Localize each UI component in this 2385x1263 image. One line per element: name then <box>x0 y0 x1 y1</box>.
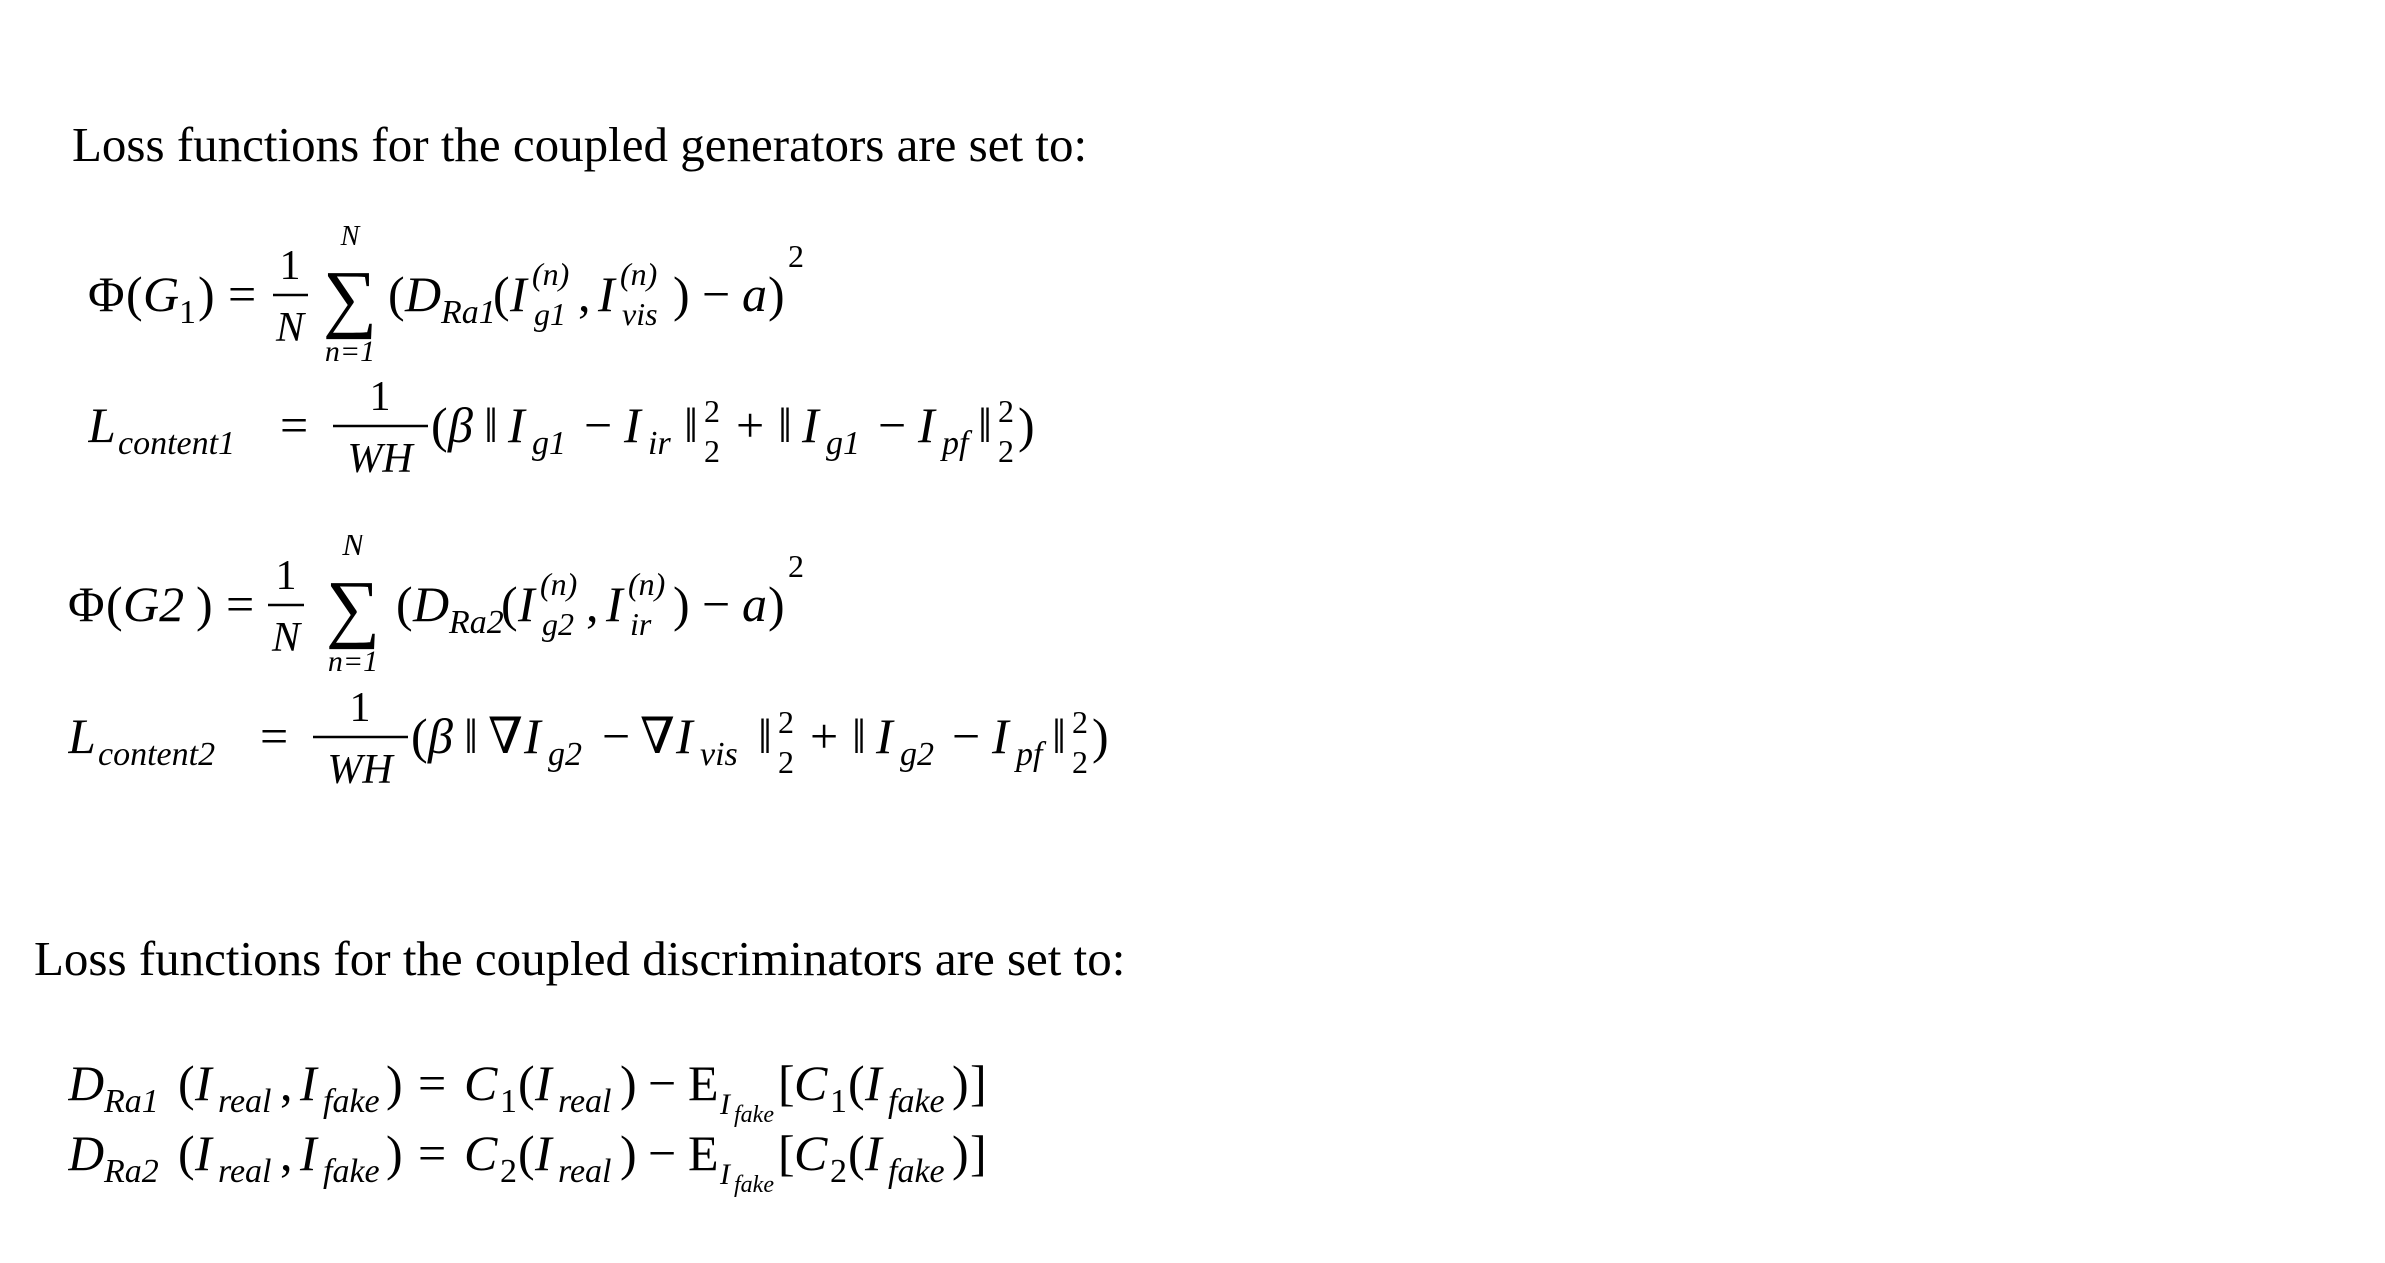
svg-text:(: ( <box>431 397 448 453</box>
svg-text:2: 2 <box>1072 704 1088 740</box>
svg-text:=: = <box>260 708 289 764</box>
svg-text:1: 1 <box>500 1083 517 1120</box>
sum-symbol: ∑ <box>322 256 378 340</box>
svg-text:n=1: n=1 <box>324 335 376 368</box>
svg-text:=: = <box>280 397 309 453</box>
svg-text:1: 1 <box>275 553 297 599</box>
equation-d-ra2 <box>68 1120 1098 1200</box>
svg-text:): ) <box>768 576 785 632</box>
svg-text:I: I <box>865 1125 882 1181</box>
svg-text:Φ: Φ <box>68 576 105 632</box>
svg-text:‖: ‖ <box>978 397 993 453</box>
svg-text:I: I <box>918 397 935 453</box>
svg-text:(: ( <box>848 1125 865 1181</box>
svg-text:N: N <box>275 305 305 351</box>
svg-text:(: ( <box>106 576 123 632</box>
equation-phi-g2-svg <box>68 535 888 685</box>
svg-text:L: L <box>68 708 96 764</box>
svg-text:a: a <box>742 576 767 632</box>
svg-text:,: , <box>586 576 599 632</box>
svg-text:): ) <box>673 576 690 632</box>
svg-text:I: I <box>598 266 615 322</box>
svg-text:2: 2 <box>778 704 794 740</box>
svg-text:vis: vis <box>622 296 658 332</box>
svg-text:−: − <box>878 397 907 453</box>
svg-text:2: 2 <box>998 433 1014 469</box>
svg-text:I: I <box>518 576 535 632</box>
svg-text:=: = <box>226 576 255 632</box>
svg-text:fake: fake <box>323 1153 380 1190</box>
svg-text:g1: g1 <box>534 296 566 332</box>
svg-text:content2: content2 <box>98 736 216 773</box>
svg-text:I: I <box>865 1055 882 1111</box>
svg-text:2: 2 <box>778 744 794 780</box>
svg-text:−: − <box>602 708 631 764</box>
equation-d-ra2-svg <box>68 1120 1098 1200</box>
svg-text:): ) <box>386 1125 403 1181</box>
svg-text:): ) <box>1092 708 1109 764</box>
svg-text:C: C <box>464 1055 498 1111</box>
svg-text:real: real <box>558 1083 612 1120</box>
svg-text:): ) <box>768 266 785 322</box>
svg-text:,: , <box>578 266 591 322</box>
svg-text:g2: g2 <box>900 736 934 773</box>
svg-text:Ra1: Ra1 <box>441 294 496 331</box>
svg-text:‖: ‖ <box>778 397 793 453</box>
svg-text:C: C <box>794 1055 828 1111</box>
svg-text:N: N <box>271 615 301 661</box>
svg-text:−: − <box>702 266 731 322</box>
svg-text:): ) <box>952 1055 969 1111</box>
svg-text:1: 1 <box>830 1083 847 1120</box>
svg-text:1: 1 <box>179 294 196 331</box>
svg-text:β: β <box>448 397 473 453</box>
svg-text:Ra2: Ra2 <box>104 1153 159 1190</box>
svg-text:I: I <box>720 1088 730 1121</box>
equation-l-content2 <box>68 683 1128 803</box>
svg-text:): ) <box>386 1055 403 1111</box>
svg-text:2: 2 <box>998 393 1014 429</box>
svg-text:D: D <box>68 1125 105 1181</box>
svg-text:D: D <box>405 266 442 322</box>
svg-text:‖: ‖ <box>1052 708 1067 764</box>
svg-text:β: β <box>428 708 453 764</box>
svg-text:g2: g2 <box>542 606 574 642</box>
svg-text:fake: fake <box>734 1102 774 1128</box>
svg-text:I: I <box>535 1125 552 1181</box>
svg-text:): ) <box>673 266 690 322</box>
generators-heading: Loss functions for the coupled generators are set to: <box>72 117 1088 172</box>
svg-text:1: 1 <box>349 685 371 731</box>
svg-text:2: 2 <box>1072 744 1088 780</box>
equation-l-content2-svg <box>68 683 1128 803</box>
svg-text:−: − <box>648 1055 677 1111</box>
svg-text:2: 2 <box>830 1153 847 1190</box>
svg-text:real: real <box>218 1083 272 1120</box>
svg-text:WH: WH <box>347 436 413 482</box>
svg-text:‖: ‖ <box>684 397 699 453</box>
svg-text:Ra2: Ra2 <box>449 604 504 641</box>
svg-text:‖: ‖ <box>852 708 867 764</box>
svg-text:(: ( <box>501 576 518 632</box>
svg-text:−: − <box>952 708 981 764</box>
svg-text:2: 2 <box>704 433 720 469</box>
svg-text:N: N <box>342 535 364 562</box>
svg-text:(: ( <box>848 1055 865 1111</box>
svg-text:L: L <box>88 397 116 453</box>
svg-text:+: + <box>736 397 765 453</box>
svg-text:Ra1: Ra1 <box>104 1083 159 1120</box>
svg-text:]: ] <box>970 1055 987 1111</box>
svg-text:pf: pf <box>1016 736 1043 773</box>
svg-text:2: 2 <box>704 393 720 429</box>
equation-l-content1-svg <box>88 372 1088 492</box>
svg-text:I: I <box>624 397 641 453</box>
svg-text:I: I <box>676 708 693 764</box>
svg-text:E: E <box>688 1055 719 1111</box>
svg-text:g1: g1 <box>826 425 860 462</box>
svg-text:fake: fake <box>734 1172 774 1198</box>
svg-text:I: I <box>508 397 525 453</box>
svg-text:(: ( <box>518 1055 535 1111</box>
svg-text:D: D <box>413 576 450 632</box>
svg-text:): ) <box>620 1125 637 1181</box>
svg-text:∇: ∇ <box>640 708 675 764</box>
svg-text:real: real <box>558 1153 612 1190</box>
svg-text:N: N <box>340 225 360 252</box>
svg-text:[: [ <box>778 1055 795 1111</box>
svg-text:]: ] <box>970 1125 987 1181</box>
svg-text:I: I <box>992 708 1009 764</box>
svg-text:C: C <box>464 1125 498 1181</box>
svg-text:1: 1 <box>279 243 301 289</box>
svg-text:,: , <box>280 1125 293 1181</box>
svg-text:(n): (n) <box>532 256 570 292</box>
svg-text:2: 2 <box>788 238 804 274</box>
svg-text:n=1: n=1 <box>327 645 379 678</box>
svg-text:): ) <box>620 1055 637 1111</box>
svg-text:‖: ‖ <box>758 708 773 764</box>
svg-text:fake: fake <box>323 1083 380 1120</box>
svg-text:‖: ‖ <box>484 397 499 453</box>
svg-text:(: ( <box>411 708 428 764</box>
svg-text:I: I <box>510 266 527 322</box>
svg-text:I: I <box>195 1125 212 1181</box>
svg-text:I: I <box>524 708 541 764</box>
svg-text:real: real <box>218 1153 272 1190</box>
svg-text:D: D <box>68 1055 105 1111</box>
svg-text:I: I <box>606 576 623 632</box>
svg-text:(: ( <box>178 1125 195 1181</box>
svg-text:(: ( <box>493 266 510 322</box>
svg-text:a: a <box>742 266 767 322</box>
svg-text:[: [ <box>778 1125 795 1181</box>
svg-text:(n): (n) <box>628 566 666 602</box>
svg-text:I: I <box>300 1055 317 1111</box>
svg-text:g2: g2 <box>548 736 582 773</box>
svg-text:I: I <box>720 1158 730 1191</box>
svg-text:=: = <box>228 266 257 322</box>
svg-text:−: − <box>648 1125 677 1181</box>
equation-d-ra1 <box>68 1050 1098 1130</box>
svg-text:2: 2 <box>788 548 804 584</box>
svg-text:I: I <box>802 397 819 453</box>
svg-text:E: E <box>688 1125 719 1181</box>
svg-text:fake: fake <box>888 1153 945 1190</box>
svg-text:(: ( <box>178 1055 195 1111</box>
svg-text:): ) <box>196 576 213 632</box>
svg-text:G: G <box>143 266 180 322</box>
svg-text:pf: pf <box>942 425 969 462</box>
equation-d-ra1-svg <box>68 1050 1098 1130</box>
svg-text:C: C <box>794 1125 828 1181</box>
svg-text:=: = <box>418 1055 447 1111</box>
discriminators-heading: Loss functions for the coupled discriminators are set to: <box>34 931 1126 986</box>
svg-text:(: ( <box>388 266 405 322</box>
phi-symbol: Φ <box>88 266 125 322</box>
svg-text:=: = <box>418 1125 447 1181</box>
svg-text:ir: ir <box>630 606 652 642</box>
svg-text:G2: G2 <box>123 576 185 632</box>
svg-text:,: , <box>280 1055 293 1111</box>
svg-text:(: ( <box>396 576 413 632</box>
svg-text:WH: WH <box>327 747 393 793</box>
svg-text:fake: fake <box>888 1083 945 1120</box>
svg-text:vis: vis <box>700 736 738 773</box>
svg-text:I: I <box>876 708 893 764</box>
svg-text:I: I <box>195 1055 212 1111</box>
svg-text:ir: ir <box>648 425 671 462</box>
equation-phi-g1-svg <box>88 225 908 375</box>
svg-text:I: I <box>300 1125 317 1181</box>
svg-text:(n): (n) <box>540 566 578 602</box>
svg-text:∑: ∑ <box>325 566 381 650</box>
svg-text:(: ( <box>126 266 143 322</box>
svg-text:content1: content1 <box>118 425 236 462</box>
svg-text:2: 2 <box>500 1153 517 1190</box>
svg-text:(: ( <box>518 1125 535 1181</box>
svg-text:I: I <box>535 1055 552 1111</box>
equation-phi-g1 <box>88 225 908 375</box>
svg-text:+: + <box>810 708 839 764</box>
equation-phi-g2 <box>68 535 888 685</box>
equation-l-content1 <box>88 372 1088 492</box>
svg-text:): ) <box>198 266 215 322</box>
svg-text:(n): (n) <box>620 256 658 292</box>
svg-text:‖: ‖ <box>464 708 479 764</box>
svg-text:): ) <box>952 1125 969 1181</box>
svg-text:1: 1 <box>369 374 391 420</box>
svg-text:−: − <box>584 397 613 453</box>
svg-text:−: − <box>702 576 731 632</box>
svg-text:∇: ∇ <box>488 708 523 764</box>
svg-text:): ) <box>1018 397 1035 453</box>
svg-text:g1: g1 <box>532 425 566 462</box>
